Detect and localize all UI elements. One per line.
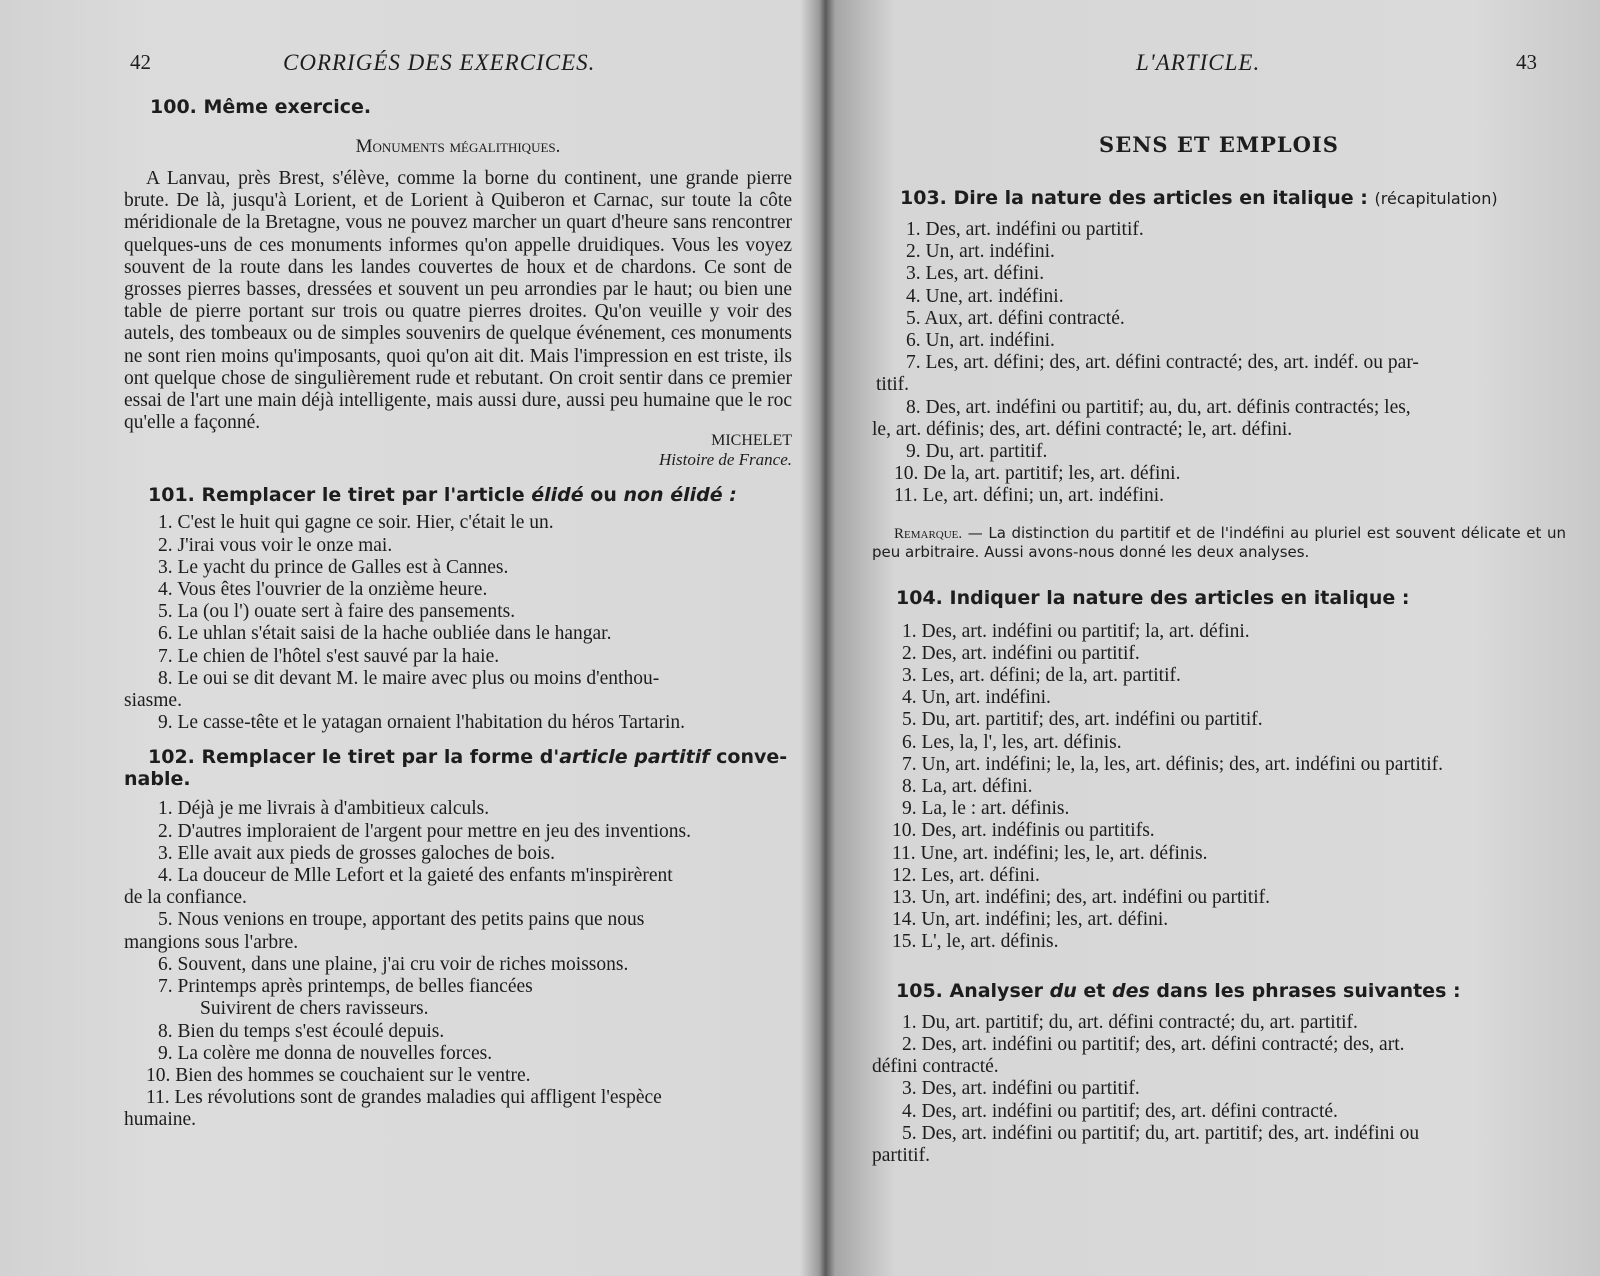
running-head: CORRIGÉS DES EXERCICES.: [283, 50, 596, 75]
exercise-101-list: [124, 512, 792, 734]
list-item: 9. La colère me donna de nouvelles forces.: [158, 1042, 493, 1064]
list-item: 6. Les, la, l', les, art. définis.: [902, 731, 1122, 753]
title-part: dans les phrases suivantes :: [1149, 979, 1461, 1002]
list-item: 1. C'est le huit qui gagne ce soir. Hier, c'était le un.: [158, 512, 554, 534]
list-item: 4. Un, art. indéfini.: [902, 687, 1051, 709]
exercise-103-list: [872, 219, 1566, 508]
list-item-continuation: de la confiance.: [124, 887, 247, 909]
list-item: 2. Des, art. indéfini ou partitif.: [902, 642, 1140, 664]
page-number: 42: [130, 50, 151, 74]
list-item: 5. Du, art. partitif; des, art. indéfini ou partitif.: [902, 709, 1263, 731]
exercise-102-title: [124, 746, 792, 768]
list-item: 13. Un, art. indéfini; des, art. indéfini ou partitif.: [892, 887, 1270, 909]
quote-author: MICHELET: [711, 432, 792, 450]
list-item: 9. La, le : art. définis.: [902, 798, 1070, 820]
remark-text: — La distinction du partitif et de l'indéfini au pluriel est souvent délicate et un peu arbitraire. Aussi avons-nous donné les deux analyses.: [872, 523, 1566, 561]
title-part: conve-: [709, 746, 788, 769]
list-item: 4. Des, art. indéfini ou partitif; des, art. défini contracté.: [902, 1100, 1338, 1122]
list-item: 2. D'autres imploraient de l'argent pour mettre en jeu des inventions.: [158, 820, 692, 842]
list-item-continuation: défini contracté.: [872, 1056, 999, 1078]
list-item: 10. Bien des hommes se couchaient sur le ventre.: [146, 1064, 531, 1086]
list-item-continuation: mangions sous l'arbre.: [124, 931, 299, 953]
remark: [872, 524, 1566, 561]
list-item-continuation: titif.: [876, 374, 910, 396]
right-page: [826, 0, 1600, 1276]
exercise-101-title: [124, 484, 792, 506]
title-note: (récapitulation): [1374, 189, 1498, 208]
list-item: 14. Un, art. indéfini; les, art. défini.: [892, 909, 1169, 931]
list-item: 8. La, art. défini.: [902, 776, 1033, 798]
list-item: 11. Les révolutions sont de grandes maladies qui affligent l'espèce: [146, 1087, 662, 1109]
exercise-100-text: A Lanvau, près Brest, s'élève, comme la borne du continent, une grande pierre brute. De là, jusqu'à Lorient, et de Lorient à Quiberon et Carnac, sur toute la côte méridionale de la Bretagne, vous ne pouvez marcher un quart d'heure sans rencontrer quelques-uns de ces monuments informes qu'on appelle druidiques. Vous les voyez souvent de la route dans les landes couvertes de houx et de chardons. Ce sont de grosses pierres basses, dressées et souvent un peu arrondies par le haut; ou bien une table de pierre portant sur trois ou quatre pierres droites. Qu'on veuille y voir des autels, des tombeaux ou de simples souvenirs de quelque événement, ces monuments ne sont rien moins qu'imposants, quoi qu'on ait dit. Mais l'impression en est triste, ils ont quelque chose de singulièrement rude et rebutant. On croit sentir dans ce premier essai de l'art une main déjà intelligente, mais aussi dure, aussi peu humaine que le roc qu'elle a façonné.: [124, 168, 792, 434]
title-part: ou: [583, 484, 624, 507]
list-item: 8. Des, art. indéfini ou partitif; au, du, art. définis contractés; les,: [906, 396, 1411, 418]
list-item: 4. La douceur de Mlle Lefort et la gaieté des enfants m'inspirèrent: [158, 865, 673, 887]
list-item-continuation: Suivirent de chers ravisseurs.: [200, 998, 429, 1020]
list-item: 3. Le yacht du prince de Galles est à Cannes.: [158, 556, 509, 578]
list-item: 5. Aux, art. défini contracté.: [906, 307, 1125, 329]
title-part: 105. Analyser: [896, 979, 1050, 1002]
list-item: 8. Le oui se dit devant M. le maire avec plus ou moins d'enthou-: [158, 667, 660, 689]
list-item: 11. Une, art. indéfini; les, le, art. définis.: [892, 842, 1208, 864]
list-item: 5. Des, art. indéfini ou partitif; du, art. partitif; des, art. indéfini ou: [902, 1122, 1420, 1144]
list-item: 3. Des, art. indéfini ou partitif.: [902, 1078, 1140, 1100]
exercise-103-title: [872, 187, 1566, 209]
list-item: 2. Un, art. indéfini.: [906, 241, 1055, 263]
exercise-100-subtitle: Monuments mégalithiques.: [355, 136, 561, 157]
exercise-105-title: [872, 980, 1566, 1002]
list-item: 1. Des, art. indéfini ou partitif.: [906, 219, 1144, 240]
page-number: 43: [1516, 50, 1537, 74]
section-title: SENS ET EMPLOIS: [1099, 132, 1339, 157]
list-item: 7. Les, art. défini; des, art. défini contracté; des, art. indéf. ou par-: [906, 352, 1419, 374]
list-item: 12. Les, art. défini.: [892, 864, 1040, 886]
list-item: 1. Déjà je me livrais à d'ambitieux calculs.: [158, 798, 490, 820]
list-item: 3. Elle avait aux pieds de grosses galoches de bois.: [158, 842, 555, 864]
list-item: 10. De la, art. partitif; les, art. défini.: [894, 463, 1181, 485]
title-part: et: [1076, 979, 1112, 1002]
list-item: 5. La (ou l') ouate sert à faire des pansements.: [158, 601, 516, 623]
title-part: 101. Remplacer le tiret par l'article: [148, 484, 532, 507]
exercise-100-title: 100. Même exercice.: [150, 96, 372, 118]
title-part: 102. Remplacer le tiret par la forme d': [148, 746, 560, 769]
list-item: 2. Des, art. indéfini ou partitif; des, art. défini contracté; des, art.: [902, 1033, 1405, 1055]
title-emphasis: élidé: [531, 484, 584, 507]
right-body: [872, 132, 1566, 1167]
list-item: 6. Le uhlan s'était saisi de la hache oubliée dans le hangar.: [158, 623, 612, 645]
list-item: 3. Les, art. défini.: [906, 263, 1045, 285]
list-item: 8. Bien du temps s'est écoulé depuis.: [158, 1020, 445, 1042]
list-item: 7. Un, art. indéfini; le, la, les, art. définis; des, art. indéfini ou partitif.: [902, 753, 1443, 775]
list-item-continuation: humaine.: [124, 1109, 197, 1131]
list-item-continuation: partitif.: [872, 1144, 930, 1166]
list-item: 9. Le casse-tête et le yatagan ornaient l'habitation du héros Tartarin.: [158, 712, 685, 734]
list-item: 10. Des, art. indéfinis ou partitifs.: [892, 820, 1155, 842]
list-item: 6. Souvent, dans une plaine, j'ai cru voir de riches moissons.: [158, 953, 629, 975]
list-item: 2. J'irai vous voir le onze mai.: [158, 534, 393, 556]
list-item: 1. Des, art. indéfini ou partitif; la, art. défini.: [902, 620, 1250, 642]
list-item: 3. Les, art. défini; de la, art. partitif.: [902, 665, 1181, 687]
list-item: 15. L', le, art. définis.: [892, 931, 1059, 953]
exercise-102-title-continuation: nable.: [124, 768, 191, 791]
title-emphasis: du: [1049, 979, 1077, 1002]
exercise-104-list: [872, 621, 1566, 954]
list-item-continuation: siasme.: [124, 690, 182, 712]
list-item: 9. Du, art. partitif.: [906, 441, 1048, 463]
remark-label: Remarque.: [894, 525, 963, 542]
left-body: [124, 96, 792, 1132]
quote-source: Histoire de France.: [659, 450, 792, 470]
title-emphasis: article partitif: [559, 746, 710, 769]
list-item: 1. Du, art. partitif; du, art. défini contracté; du, art. partitif.: [902, 1011, 1358, 1033]
list-item: 7. Le chien de l'hôtel s'est sauvé par la haie.: [158, 645, 500, 667]
list-item: 5. Nous venions en troupe, apportant des petits pains que nous: [158, 909, 645, 931]
exercise-104-title: 104. Indiquer la nature des articles en italique :: [896, 586, 1410, 609]
list-item: 6. Un, art. indéfini.: [906, 330, 1055, 352]
list-item: 11. Le, art. défini; un, art. indéfini.: [894, 485, 1165, 507]
running-head: L'ARTICLE.: [1136, 50, 1261, 75]
list-item-continuation: le, art. définis; des, art. défini contracté; le, art. défini.: [872, 418, 1293, 440]
title-emphasis: des: [1111, 979, 1150, 1002]
exercise-102-list: [124, 798, 792, 1131]
title-emphasis: non élidé :: [623, 484, 737, 507]
list-item: 4. Vous êtes l'ouvrier de la onzième heure.: [158, 579, 488, 601]
list-item: 7. Printemps après printemps, de belles fiancées: [158, 976, 533, 998]
list-item: 4. Une, art. indéfini.: [906, 285, 1064, 307]
exercise-105-list: [872, 1012, 1566, 1167]
title-part: 103. Dire la nature des articles en italique :: [900, 187, 1368, 209]
